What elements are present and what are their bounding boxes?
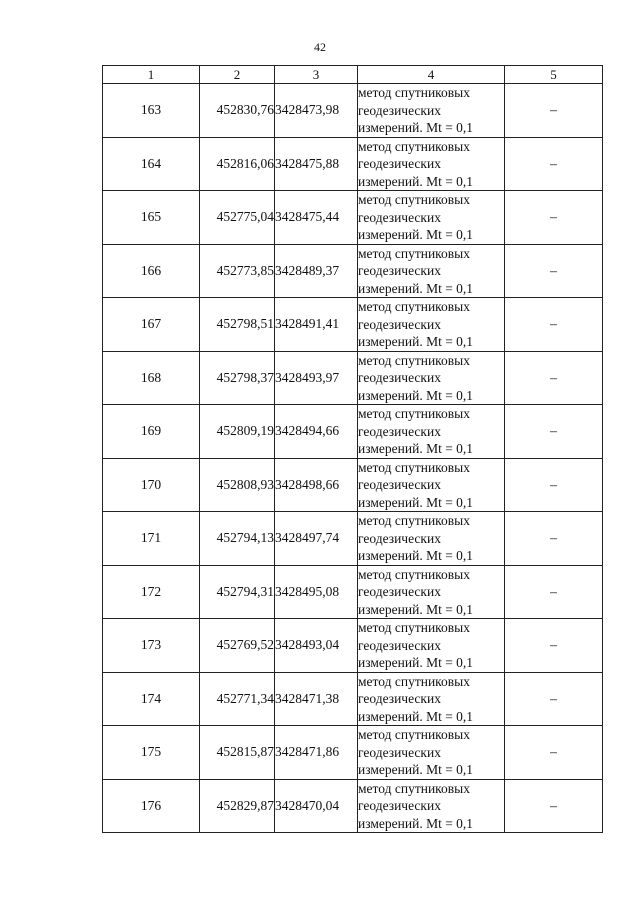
table-row bbox=[103, 244, 603, 298]
method-line-3: измерений. Mt = 0,1 bbox=[358, 280, 474, 296]
method-cell bbox=[358, 619, 505, 673]
note-cell: – bbox=[505, 565, 603, 619]
x-coordinate-cell: 452808,93 bbox=[200, 458, 275, 512]
method-line-3: измерений. Mt = 0,1 bbox=[358, 708, 474, 724]
x-coordinate-cell: 452798,51 bbox=[200, 298, 275, 352]
note-cell: – bbox=[505, 137, 603, 191]
x-coordinate-cell: 452798,37 bbox=[200, 351, 275, 405]
y-coordinate-cell: 3428475,44 bbox=[275, 191, 358, 245]
method-line-2: геодезических bbox=[358, 209, 441, 225]
method-line-2: геодезических bbox=[358, 691, 441, 706]
point-number-cell: 171 bbox=[103, 512, 200, 566]
table-row bbox=[103, 512, 603, 566]
method-line-1: метод спутниковых bbox=[358, 727, 470, 742]
method-line-1: метод спутниковых bbox=[358, 299, 470, 314]
note-cell: – bbox=[505, 619, 603, 673]
method-line-2: геодезических bbox=[358, 744, 441, 760]
method-cell bbox=[358, 726, 505, 780]
x-coordinate-cell: 452816,06 bbox=[200, 137, 275, 191]
x-coordinate-cell: 452775,04 bbox=[200, 191, 275, 245]
method-line-3: измерений. Mt = 0,1 bbox=[358, 494, 474, 510]
method-line-3: измерений. Mt = 0,1 bbox=[358, 441, 474, 456]
x-coordinate-cell: 452794,13 bbox=[200, 512, 275, 566]
method-line-2: геодезических bbox=[358, 156, 441, 171]
point-number-cell: 174 bbox=[103, 672, 200, 726]
method-line-1: метод спутниковых bbox=[358, 192, 470, 207]
x-coordinate-cell: 452769,52 bbox=[200, 619, 275, 673]
note-cell: – bbox=[505, 458, 603, 512]
note-cell: – bbox=[505, 672, 603, 726]
point-number-cell: 164 bbox=[103, 137, 200, 191]
method-line-3: измерений. Mt = 0,1 bbox=[358, 334, 474, 349]
column-header-2: 2 bbox=[200, 66, 275, 84]
note-cell: – bbox=[505, 84, 603, 138]
x-coordinate-cell: 452771,34 bbox=[200, 672, 275, 726]
method-line-1: метод спутниковых bbox=[358, 352, 470, 368]
note-cell: – bbox=[505, 244, 603, 298]
x-coordinate-cell: 452830,76 bbox=[200, 84, 275, 138]
y-coordinate-cell: 3428471,38 bbox=[275, 672, 358, 726]
method-line-3: измерений. Mt = 0,1 bbox=[358, 762, 474, 777]
method-line-2: геодезических bbox=[358, 477, 441, 492]
y-coordinate-cell: 3428470,04 bbox=[275, 779, 358, 833]
method-cell bbox=[358, 565, 505, 619]
method-line-3: измерений. Mt = 0,1 bbox=[358, 601, 474, 617]
y-coordinate-cell: 3428497,74 bbox=[275, 512, 358, 566]
table-row bbox=[103, 298, 603, 352]
table-row bbox=[103, 726, 603, 780]
method-cell bbox=[358, 405, 505, 459]
table-row bbox=[103, 191, 603, 245]
point-number-cell: 170 bbox=[103, 458, 200, 512]
method-line-3: измерений. Mt = 0,1 bbox=[358, 120, 474, 135]
table-row bbox=[103, 779, 603, 833]
x-coordinate-cell: 452809,19 bbox=[200, 405, 275, 459]
method-cell bbox=[358, 672, 505, 726]
table-row bbox=[103, 405, 603, 459]
coordinates-table bbox=[102, 65, 603, 833]
method-cell bbox=[358, 351, 505, 405]
y-coordinate-cell: 3428473,98 bbox=[275, 84, 358, 138]
note-cell: – bbox=[505, 351, 603, 405]
method-line-1: метод спутниковых bbox=[358, 673, 470, 689]
table-row bbox=[103, 137, 603, 191]
point-number-cell: 166 bbox=[103, 244, 200, 298]
method-cell bbox=[358, 137, 505, 191]
column-header-4: 4 bbox=[358, 66, 505, 84]
x-coordinate-cell: 452815,87 bbox=[200, 726, 275, 780]
y-coordinate-cell: 3428471,86 bbox=[275, 726, 358, 780]
method-line-2: геодезических bbox=[358, 263, 441, 278]
table-row bbox=[103, 84, 603, 138]
note-cell: – bbox=[505, 726, 603, 780]
point-number-cell: 168 bbox=[103, 351, 200, 405]
x-coordinate-cell: 452794,31 bbox=[200, 565, 275, 619]
point-number-cell: 172 bbox=[103, 565, 200, 619]
point-number-cell: 176 bbox=[103, 779, 200, 833]
y-coordinate-cell: 3428494,66 bbox=[275, 405, 358, 459]
method-line-2: геодезических bbox=[358, 530, 441, 546]
y-coordinate-cell: 3428475,88 bbox=[275, 137, 358, 191]
method-line-1: метод спутниковых bbox=[358, 138, 470, 154]
method-cell bbox=[358, 512, 505, 566]
column-header-5: 5 bbox=[505, 66, 603, 84]
method-line-3: измерений. Mt = 0,1 bbox=[358, 227, 474, 242]
method-line-3: измерений. Mt = 0,1 bbox=[358, 655, 474, 670]
note-cell: – bbox=[505, 298, 603, 352]
note-cell: – bbox=[505, 405, 603, 459]
method-line-1: метод спутниковых bbox=[358, 406, 470, 421]
point-number-cell: 173 bbox=[103, 619, 200, 673]
method-cell bbox=[358, 191, 505, 245]
note-cell: – bbox=[505, 779, 603, 833]
point-number-cell: 163 bbox=[103, 84, 200, 138]
x-coordinate-cell: 452829,87 bbox=[200, 779, 275, 833]
method-line-1: метод спутниковых bbox=[358, 566, 470, 582]
y-coordinate-cell: 3428495,08 bbox=[275, 565, 358, 619]
note-cell: – bbox=[505, 512, 603, 566]
method-line-1: метод спутниковых bbox=[358, 780, 470, 796]
table-row bbox=[103, 619, 603, 673]
table-row bbox=[103, 565, 603, 619]
method-line-2: геодезических bbox=[358, 423, 441, 439]
y-coordinate-cell: 3428493,04 bbox=[275, 619, 358, 673]
method-line-1: метод спутниковых bbox=[358, 513, 470, 528]
page-number: 42 bbox=[314, 40, 326, 54]
method-line-3: измерений. Mt = 0,1 bbox=[358, 815, 474, 831]
table-row bbox=[103, 351, 603, 405]
method-line-1: метод спутниковых bbox=[358, 245, 470, 261]
method-cell bbox=[358, 298, 505, 352]
table-row bbox=[103, 458, 603, 512]
method-line-2: геодезических bbox=[358, 798, 441, 813]
note-cell: – bbox=[505, 191, 603, 245]
y-coordinate-cell: 3428493,97 bbox=[275, 351, 358, 405]
method-line-2: геодезических bbox=[358, 102, 441, 118]
method-line-1: метод спутниковых bbox=[358, 459, 470, 475]
column-header-1: 1 bbox=[103, 66, 200, 84]
method-cell bbox=[358, 244, 505, 298]
method-line-2: геодезических bbox=[358, 637, 441, 653]
method-cell bbox=[358, 779, 505, 833]
table-header-row bbox=[103, 66, 603, 84]
method-line-3: измерений. Mt = 0,1 bbox=[358, 387, 474, 403]
method-line-3: измерений. Mt = 0,1 bbox=[358, 548, 474, 563]
method-cell bbox=[358, 84, 505, 138]
method-line-2: геодезических bbox=[358, 584, 441, 599]
y-coordinate-cell: 3428489,37 bbox=[275, 244, 358, 298]
method-line-1: метод спутниковых bbox=[358, 85, 470, 100]
point-number-cell: 175 bbox=[103, 726, 200, 780]
x-coordinate-cell: 452773,85 bbox=[200, 244, 275, 298]
method-line-3: измерений. Mt = 0,1 bbox=[358, 173, 474, 189]
method-line-2: геодезических bbox=[358, 316, 441, 332]
table-row bbox=[103, 672, 603, 726]
method-line-1: метод спутниковых bbox=[358, 620, 470, 635]
point-number-cell: 167 bbox=[103, 298, 200, 352]
y-coordinate-cell: 3428498,66 bbox=[275, 458, 358, 512]
method-line-2: геодезических bbox=[358, 370, 441, 385]
y-coordinate-cell: 3428491,41 bbox=[275, 298, 358, 352]
point-number-cell: 165 bbox=[103, 191, 200, 245]
point-number-cell: 169 bbox=[103, 405, 200, 459]
column-header-3: 3 bbox=[275, 66, 358, 84]
method-cell bbox=[358, 458, 505, 512]
